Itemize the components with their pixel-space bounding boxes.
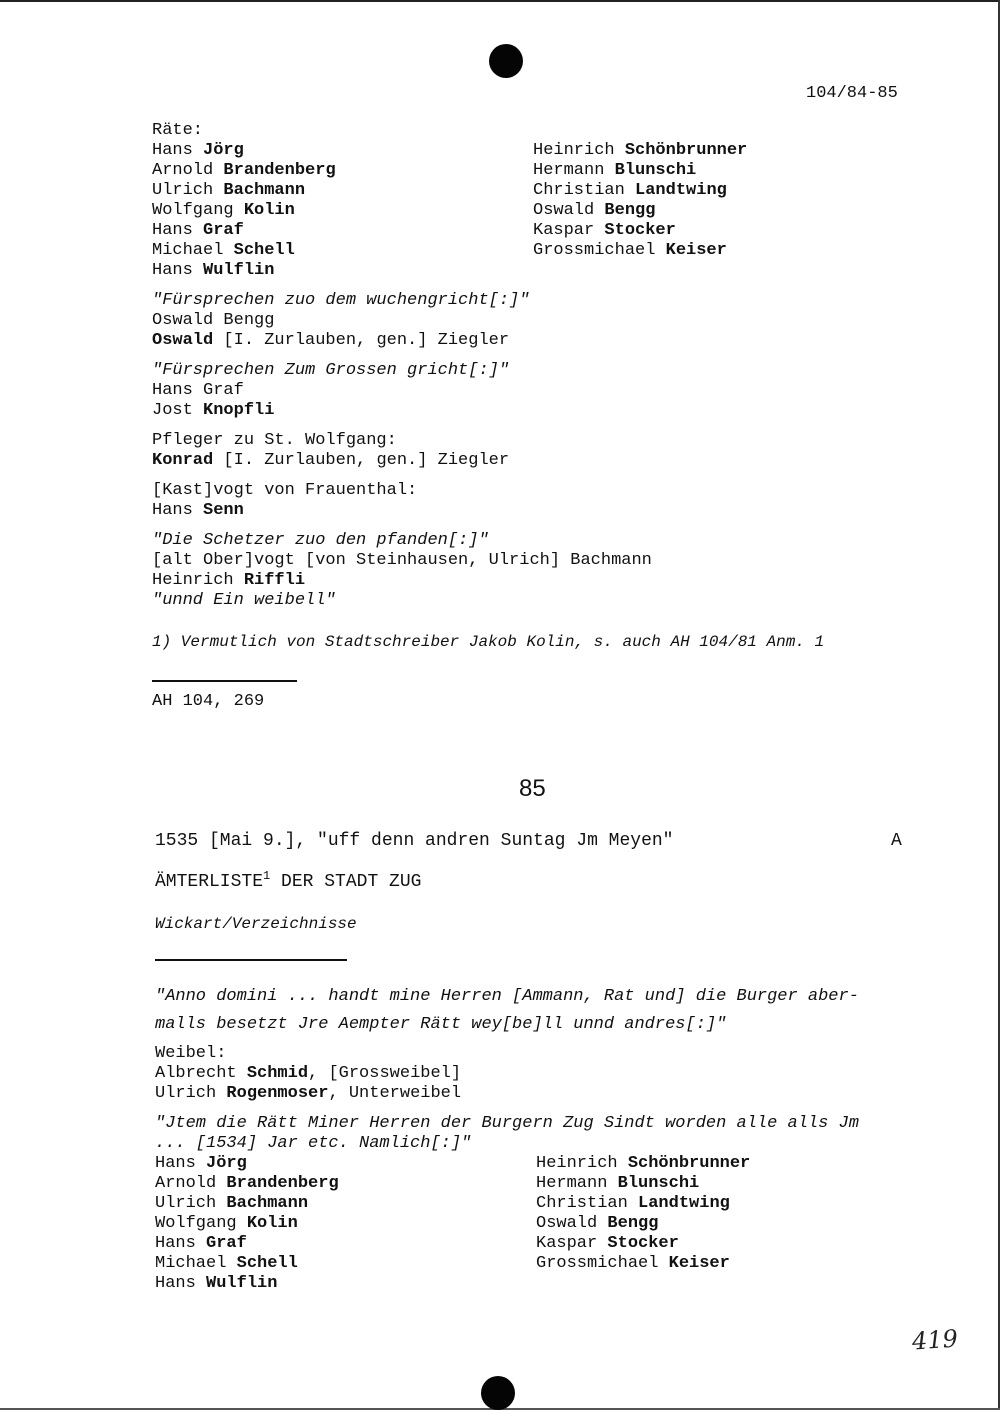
fuersprechen-wuchen-line2: Oswald [I. Zurlauben, gen.] Ziegler <box>152 331 510 350</box>
entry-right-column <box>536 1154 750 1274</box>
last-name: Jörg <box>206 1154 247 1173</box>
fuersprechen-grossen-line2: Jost Knopfli <box>152 401 275 420</box>
last-name: Stocker <box>607 1234 679 1253</box>
first-name: Ulrich <box>152 181 214 200</box>
last-name: Landtwing <box>635 181 727 200</box>
first-name: Hermann <box>533 161 605 180</box>
first-name: Christian <box>533 181 625 200</box>
first-name: Hans <box>152 261 193 280</box>
last-name: Blunschi <box>614 161 697 180</box>
pfleger-line: Konrad [I. Zurlauben, gen.] Ziegler <box>152 451 510 470</box>
last-name: Wulflin <box>203 261 275 280</box>
schetzer-line2: Heinrich Riffli <box>152 571 306 590</box>
name-row <box>152 221 336 241</box>
name-row <box>536 1174 750 1194</box>
top-left-column <box>152 121 336 281</box>
last-name: Graf <box>206 1234 247 1253</box>
last-name: Bengg <box>604 201 656 220</box>
name-row <box>152 201 336 221</box>
last-name: Brandenberg <box>223 161 336 180</box>
schetzer-line1: [alt Ober]vogt [von Steinhausen, Ulrich] Bachmann <box>152 551 652 570</box>
name-row <box>533 241 747 261</box>
footnote: 1) Vermutlich von Stadtschreiber Jakob Kolin, s. auch AH 104/81 Anm. 1 <box>152 633 825 651</box>
last-name: Keiser <box>668 1254 730 1273</box>
schetzer-heading: "Die Schetzer zuo den pfanden[:]" <box>152 531 489 550</box>
fuersprechen-grossen-heading: "Fürsprechen Zum Grossen gricht[:]" <box>152 361 510 380</box>
fuersprechen-wuchen-line1: Oswald Bengg <box>152 311 275 330</box>
first-name: Heinrich <box>533 141 615 160</box>
fuersprechen-grossen-line1: Hans Graf <box>152 381 244 400</box>
fuersprechen-wuchen-block <box>152 291 529 351</box>
last-name: Bachmann <box>223 181 306 200</box>
entry-number: 85 <box>519 775 546 802</box>
last-name: Graf <box>203 221 244 240</box>
name-row <box>155 1234 859 1254</box>
first-name: Hans <box>155 1154 196 1173</box>
entry-raete-block <box>155 1114 859 1294</box>
last-name: Kolin <box>246 1214 298 1233</box>
top-right-column <box>533 141 747 261</box>
first-name: Hans <box>152 141 193 160</box>
entry-raete-line1: "Jtem die Rätt Miner Herren der Burgern Zug Sindt worden alle alls Jm <box>155 1114 859 1133</box>
name-row <box>152 181 336 201</box>
name-row <box>536 1254 750 1274</box>
entry-marker: A <box>891 831 902 851</box>
first-name: Hans <box>152 221 193 240</box>
pfleger-heading: Pfleger zu St. Wolfgang: <box>152 431 397 450</box>
fuersprechen-grossen-block <box>152 361 509 421</box>
entry-quote-line2: malls besetzt Jre Aempter Rätt wey[be]ll unnd andres[:]" <box>155 1015 727 1034</box>
first-name: Arnold <box>155 1174 217 1193</box>
name-row <box>155 1254 859 1274</box>
name-row <box>152 141 336 161</box>
kastvogt-block <box>152 481 417 521</box>
weibel-line2: Ulrich Rogenmoser, Unterweibel <box>155 1084 462 1103</box>
first-name: Arnold <box>152 161 214 180</box>
raete-label: Räte: <box>152 121 204 140</box>
entry-source: Wickart/Verzeichnisse <box>155 915 357 933</box>
entry-quote-line1: "Anno domini ... handt mine Herren [Ammann, Rat und] die Burger aber- <box>155 987 859 1006</box>
entry-date: 1535 [Mai 9.], "uff denn andren Suntag Jm Meyen" <box>155 831 674 851</box>
first-name: Kaspar <box>533 221 595 240</box>
last-name: Schönbrunner <box>627 1154 751 1173</box>
first-name: Heinrich <box>536 1154 618 1173</box>
name-row <box>533 181 747 201</box>
name-row <box>533 141 747 161</box>
first-name: Hans <box>155 1274 196 1293</box>
last-name: Brandenberg <box>226 1174 339 1193</box>
name-row <box>152 261 336 281</box>
name-row <box>536 1154 750 1174</box>
source-reference: AH 104, 269 <box>152 692 265 711</box>
scan-top-edge <box>0 0 1000 2</box>
last-name: Bachmann <box>226 1194 309 1213</box>
weibel-block <box>155 1044 461 1104</box>
name-row <box>536 1214 750 1234</box>
name-row <box>155 1174 859 1194</box>
last-name: Keiser <box>665 241 727 260</box>
name-row <box>533 221 747 241</box>
name-row <box>155 1194 859 1214</box>
first-name: Hermann <box>536 1174 608 1193</box>
top-left-names <box>152 141 336 281</box>
weibel-line1: Albrecht Schmid, [Grossweibel] <box>155 1064 462 1083</box>
name-row <box>152 241 336 261</box>
last-name: Schönbrunner <box>624 141 748 160</box>
first-name: Oswald <box>533 201 595 220</box>
entry-raete-line2: ... [1534] Jar etc. Namlich[:]" <box>155 1134 472 1153</box>
name-row <box>155 1274 859 1294</box>
first-name: Ulrich <box>155 1194 217 1213</box>
first-name: Oswald <box>536 1214 598 1233</box>
last-name: Bengg <box>607 1214 659 1233</box>
name-row <box>536 1194 750 1214</box>
name-row <box>536 1234 750 1254</box>
handwritten-page-number: 419 <box>911 1324 959 1356</box>
fuersprechen-wuchen-heading: "Fürsprechen zuo dem wuchengricht[:]" <box>152 291 530 310</box>
entry-title: ÄMTERLISTE$^1$ DER STADT ZUG <box>155 869 422 892</box>
top-right-names <box>533 141 747 261</box>
first-name: Grossmichael <box>533 241 656 260</box>
first-name: Wolfgang <box>152 201 234 220</box>
name-row <box>152 161 336 181</box>
kastvogt-heading: [Kast]vogt von Frauenthal: <box>152 481 418 500</box>
schetzer-block <box>152 531 652 611</box>
page-reference: 104/84-85 <box>806 84 898 103</box>
entry-quote <box>155 987 859 1035</box>
name-row <box>533 201 747 221</box>
last-name: Blunschi <box>617 1174 700 1193</box>
pfleger-block <box>152 431 509 471</box>
kastvogt-line: Hans Senn <box>152 501 244 520</box>
first-name: Hans <box>155 1234 196 1253</box>
last-name: Wulflin <box>206 1274 278 1293</box>
name-row <box>155 1154 859 1174</box>
first-name: Christian <box>536 1194 628 1213</box>
last-name: Jörg <box>203 141 244 160</box>
last-name: Stocker <box>604 221 676 240</box>
first-name: Michael <box>152 241 224 260</box>
last-name: Landtwing <box>638 1194 730 1213</box>
first-name: Wolfgang <box>155 1214 237 1233</box>
schetzer-line3: "unnd Ein weibell" <box>152 591 336 610</box>
first-name: Kaspar <box>536 1234 598 1253</box>
last-name: Schell <box>236 1254 298 1273</box>
name-row <box>155 1214 859 1234</box>
punch-hole-top <box>489 44 523 78</box>
last-name: Schell <box>233 241 295 260</box>
entry-rule <box>155 959 347 961</box>
last-name: Kolin <box>243 201 295 220</box>
weibel-label: Weibel: <box>155 1044 227 1063</box>
entry-right-names <box>536 1154 750 1274</box>
name-row <box>533 161 747 181</box>
first-name: Michael <box>155 1254 227 1273</box>
punch-hole-bottom <box>481 1376 515 1410</box>
entry-left-names <box>155 1154 859 1294</box>
first-name: Grossmichael <box>536 1254 659 1273</box>
footnote-rule <box>152 680 297 682</box>
